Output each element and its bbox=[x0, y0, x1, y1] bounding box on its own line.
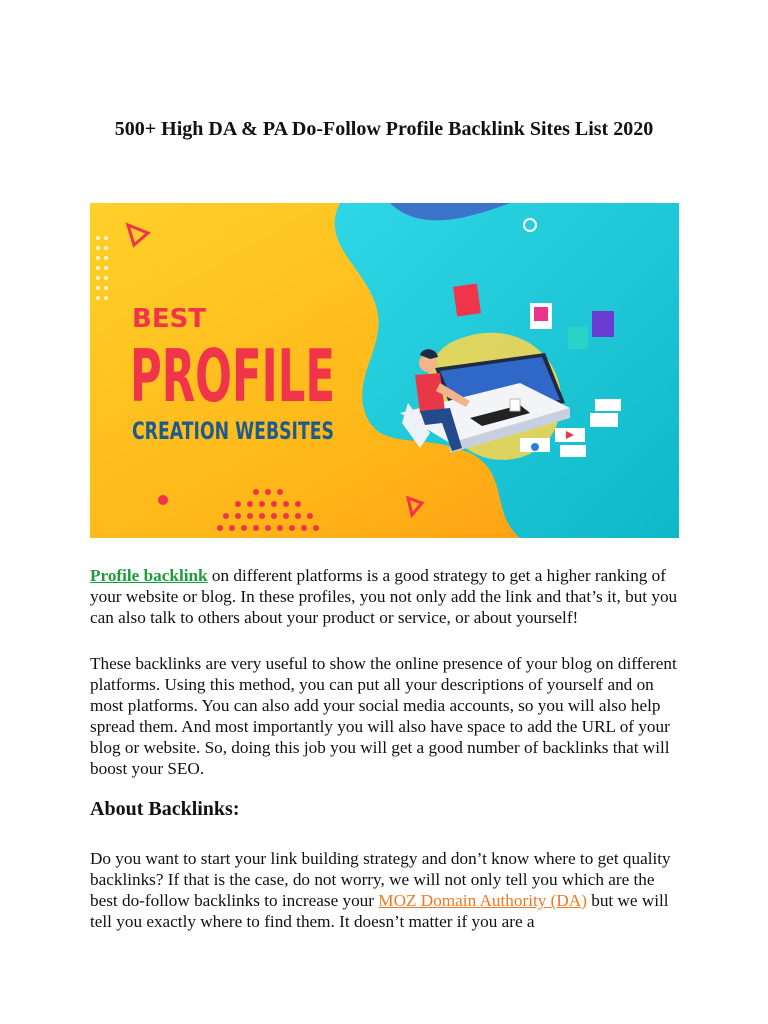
intro-paragraph bbox=[90, 565, 680, 628]
about-backlinks-text-after: but we will tell you exactly where to find them. It doesn’t matter if you are a bbox=[90, 891, 669, 931]
hero-banner-image bbox=[90, 203, 679, 538]
red-dot-shape bbox=[158, 495, 168, 505]
banner-text-profile: PROFILE bbox=[130, 334, 335, 418]
banner-text-creation: CREATION WEBSITES bbox=[132, 417, 334, 445]
about-backlinks-paragraph bbox=[90, 848, 680, 932]
intro-paragraph-text: on different platforms is a good strategy to get a higher ranking of your website or blog. In these profiles, you not only add the link and that’s it, but you can also talk to others about your product or service, or about yourself! bbox=[90, 566, 678, 627]
page-title: 500+ High DA & PA Do-Follow Profile Backlink Sites List 2020 bbox=[114, 118, 654, 140]
profile-backlink-link[interactable]: Profile backlink bbox=[90, 566, 208, 585]
banner-text-best: BEST bbox=[132, 304, 207, 334]
about-backlinks-text-before: Do you want to start your link building strategy and don’t know where to get quality backlinks? If that is the case, do not worry, we will not only tell you which are the best do-follow backlinks to increase your bbox=[90, 849, 671, 910]
backlinks-usefulness-paragraph: These backlinks are very useful to show the online presence of your blog on different platforms. Using this method, you can put all your descriptions of yourself and on most platforms. You can also add your social media accounts, so you will also help spread them. And most importantly you will also have space to add the URL of your blog or website. So, doing this job you will get a good number of backlinks that will boost your SEO. bbox=[90, 654, 677, 778]
moz-domain-authority-link[interactable]: MOZ Domain Authority (DA) bbox=[378, 891, 587, 910]
about-backlinks-heading: About Backlinks: bbox=[90, 798, 240, 820]
